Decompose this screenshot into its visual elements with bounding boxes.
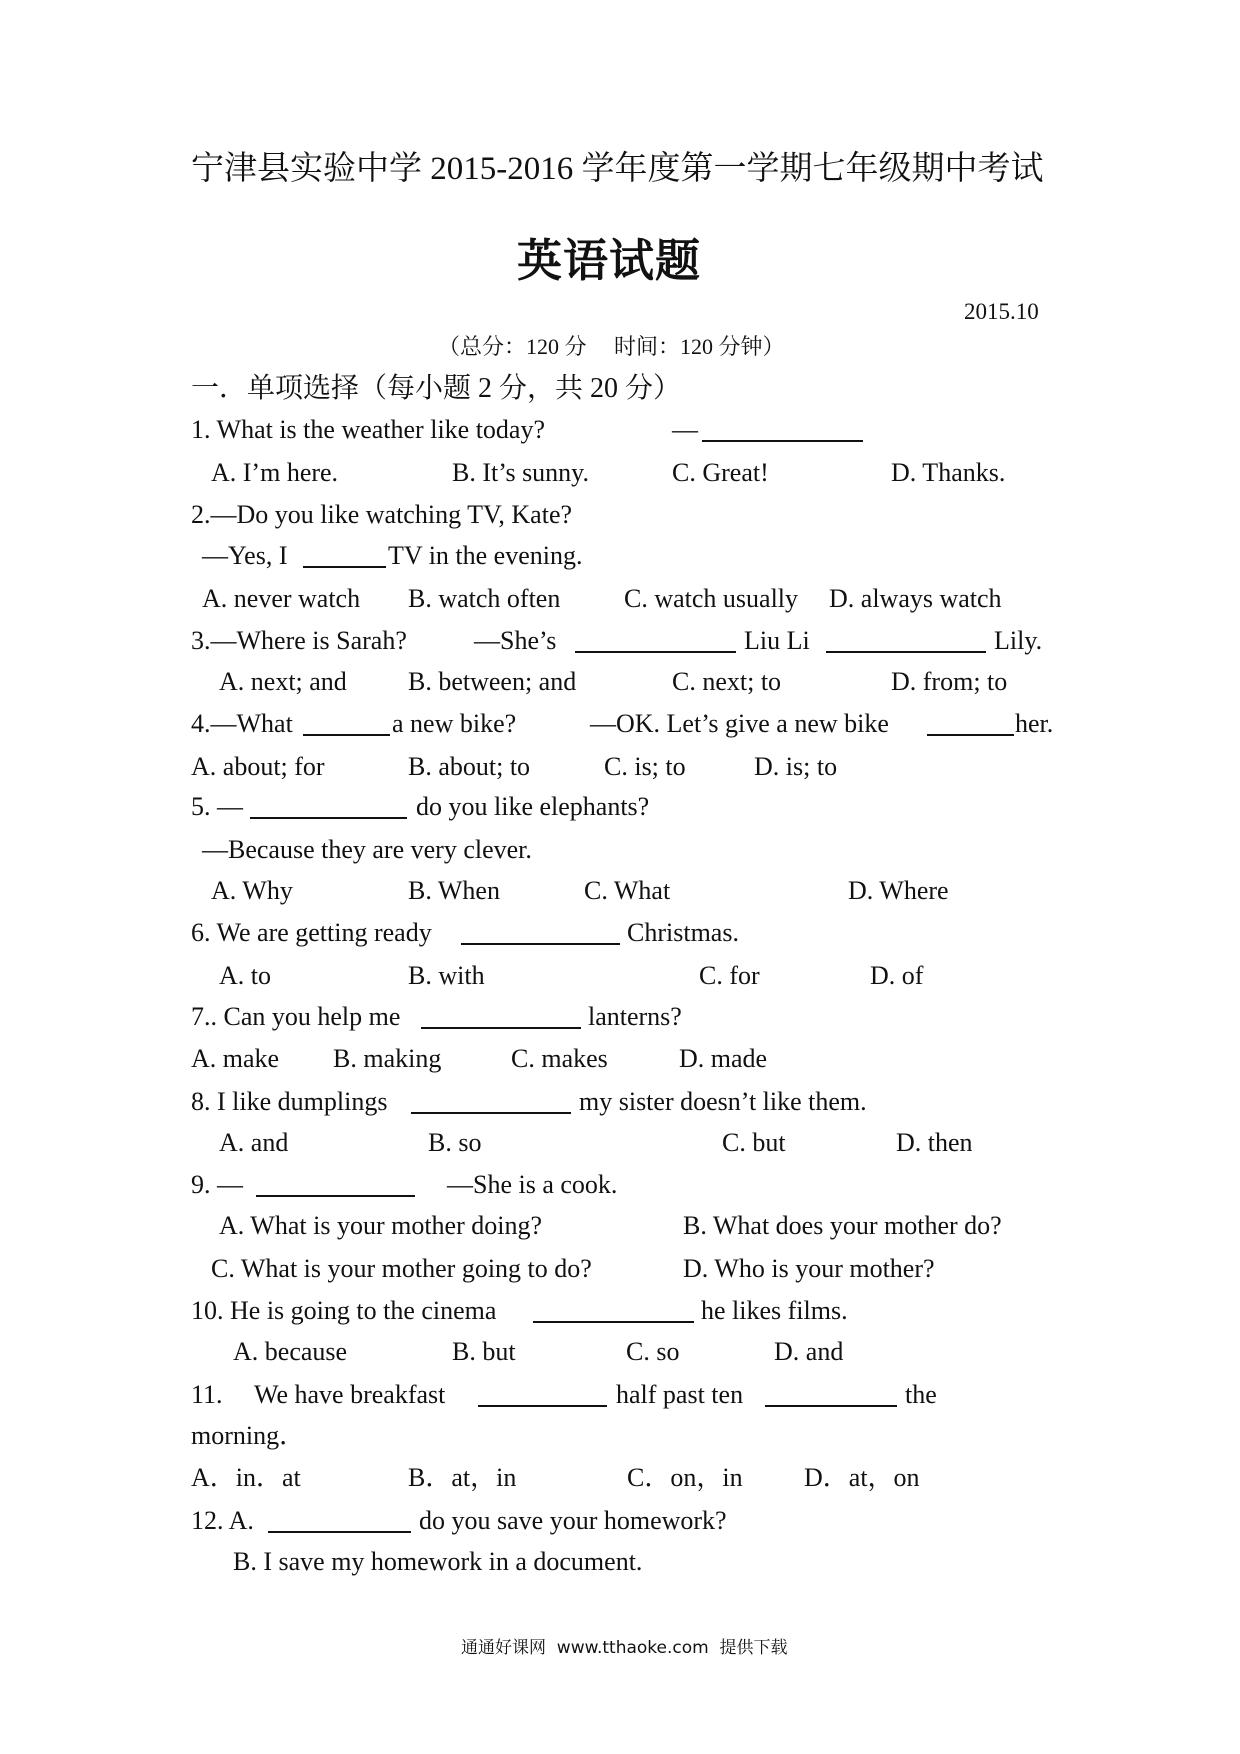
question-3-stem-line [0, 625, 1240, 657]
exam-school-title: 宁津县实验中学 2015-2016 学年度第一学期七年级期中考试 [191, 151, 1044, 187]
answer-blank [256, 1171, 415, 1197]
answer-blank [702, 416, 863, 442]
question-3-option-b: B. between; and [408, 667, 577, 696]
question-5-text-start: 5. — [191, 792, 243, 821]
question-10-text-end: he likes films. [701, 1296, 848, 1325]
question-3-reply-middle: Liu Li [744, 626, 810, 655]
question-8-option-c: C. but [722, 1128, 786, 1157]
question-9-text-start: 9. — [191, 1170, 243, 1199]
answer-blank [765, 1381, 897, 1407]
exam-date: 2015.10 [964, 299, 1039, 324]
answer-blank [303, 542, 386, 568]
question-7-option-a: A. make [191, 1044, 280, 1073]
question-11-text-middle: half past ten [616, 1380, 744, 1409]
question-9-option-a: A. What is your mother doing? [219, 1211, 543, 1240]
question-6-stem-line [0, 917, 1240, 949]
question-4-option-c: C. is; to [604, 752, 686, 781]
answer-blank [411, 1088, 571, 1114]
question-9-options-row-2 [0, 1253, 1240, 1285]
exam-subject-title: 英语试题 [517, 236, 702, 286]
question-5-option-a: A. Why [211, 876, 293, 905]
question-3-option-c: C. next; to [672, 667, 782, 696]
question-4-option-b: B. about; to [408, 752, 531, 781]
question-7-option-b: B. making [333, 1044, 442, 1073]
question-8-option-a: A. and [219, 1128, 289, 1157]
question-3-reply-start: —She’s [474, 626, 557, 655]
question-2-reply-end: TV in the evening. [388, 541, 583, 570]
question-11-stem-line [0, 1379, 1240, 1411]
question-1-stem-line [0, 414, 1240, 446]
question-9-option-c: C. What is your mother going to do? [211, 1254, 592, 1283]
footer-text: 通通好课网 www.tthaoke.com 提供下载 [461, 1638, 788, 1658]
question-4-option-d: D. is; to [754, 752, 838, 781]
question-12-stem-line [0, 1505, 1240, 1537]
question-6-option-d: D. of [870, 961, 924, 990]
question-7-text-start: 7.. Can you help me [191, 1002, 401, 1031]
question-11-continuation-line [0, 1420, 1240, 1452]
question-12-reply: B. I save my homework in a document. [233, 1547, 643, 1576]
question-10-stem-line [0, 1295, 1240, 1327]
question-11-text-end: the [905, 1380, 937, 1409]
question-5-option-c: C. What [584, 876, 671, 905]
question-4-stem-line [0, 708, 1240, 740]
question-5-stem-line [0, 791, 1240, 823]
question-11-option-d: D．at，on [804, 1463, 920, 1492]
answer-blank [478, 1381, 607, 1407]
question-5-options [0, 875, 1240, 907]
question-2-text: 2.—Do you like watching TV, Kate? [191, 500, 573, 529]
question-1-option-d: D. Thanks. [891, 458, 1006, 487]
exam-score-time: （总分：120 分 时间：120 分钟） [438, 334, 785, 359]
question-5-reply: —Because they are very clever. [202, 835, 532, 864]
question-12-reply-line [0, 1546, 1240, 1578]
question-7-option-c: C. makes [511, 1044, 608, 1073]
question-7-option-d: D. made [679, 1044, 768, 1073]
question-11-continuation: morning． [191, 1421, 306, 1450]
question-9-option-d: D. Who is your mother? [683, 1254, 935, 1283]
question-4-text-start: 4.—What [191, 709, 293, 738]
question-1-option-b: B. It’s sunny. [452, 458, 589, 487]
question-2-reply-line [0, 540, 1240, 572]
question-9-option-b: B. What does your mother do? [683, 1211, 1002, 1240]
question-6-option-c: C. for [699, 961, 760, 990]
question-5-option-b: B. When [408, 876, 500, 905]
question-1-options [0, 457, 1240, 489]
question-3-text: 3.—Where is Sarah? [191, 626, 407, 655]
question-2-options [0, 583, 1240, 615]
answer-blank [268, 1507, 411, 1533]
question-10-text-start: 10. He is going to the cinema [191, 1296, 497, 1325]
question-2-option-a: A. never watch [202, 584, 361, 613]
question-11-number: 11. [191, 1380, 223, 1409]
answer-blank [250, 793, 407, 819]
answer-blank [461, 919, 620, 945]
question-4-reply-end: her. [1015, 709, 1054, 738]
question-10-option-d: D. and [774, 1337, 844, 1366]
answer-blank [533, 1297, 694, 1323]
question-4-reply-start: —OK. Let’s give a new bike [590, 709, 889, 738]
question-9-options-row-1 [0, 1210, 1240, 1242]
section-heading: 一．单项选择（每小题 2 分，共 20 分） [191, 373, 682, 404]
question-1-dash: — [672, 415, 698, 444]
question-3-option-a: A. next; and [219, 667, 347, 696]
question-4-option-a: A. about; for [191, 752, 325, 781]
answer-blank [826, 627, 986, 653]
question-8-options [0, 1127, 1240, 1159]
question-6-option-b: B. with [408, 961, 485, 990]
question-9-reply: —She is a cook. [447, 1170, 618, 1199]
question-4-options [0, 751, 1240, 783]
question-10-option-a: A. because [233, 1337, 348, 1366]
question-7-options [0, 1043, 1240, 1075]
question-7-stem-line [0, 1001, 1240, 1033]
question-2-option-c: C. watch usually [624, 584, 799, 613]
question-1-option-a: A. I’m here. [211, 458, 339, 487]
question-8-text-start: 8. I like dumplings [191, 1087, 388, 1116]
question-3-reply-end: Lily. [994, 626, 1043, 655]
answer-blank [927, 710, 1014, 736]
question-9-stem-line [0, 1169, 1240, 1201]
question-3-options [0, 666, 1240, 698]
question-6-text-start: 6. We are getting ready [191, 918, 432, 947]
question-2-option-b: B. watch often [408, 584, 561, 613]
question-5-text-end: do you like elephants? [416, 792, 650, 821]
answer-blank [303, 710, 390, 736]
answer-blank [575, 627, 736, 653]
answer-blank [421, 1003, 581, 1029]
question-5-reply-line [0, 834, 1240, 866]
question-6-options [0, 960, 1240, 992]
question-10-options [0, 1336, 1240, 1368]
question-2-option-d: D. always watch [829, 584, 1002, 613]
question-5-option-d: D. Where [848, 876, 949, 905]
question-11-text-start: We have breakfast [254, 1380, 446, 1409]
question-12-text-start: 12. A. [191, 1506, 254, 1535]
question-1-option-c: C. Great! [672, 458, 769, 487]
question-6-option-a: A. to [219, 961, 271, 990]
question-6-text-end: Christmas. [627, 918, 739, 947]
question-11-option-b: B．at，in [408, 1463, 517, 1492]
question-11-options [0, 1462, 1240, 1494]
question-1-text: 1. What is the weather like today? [191, 415, 546, 444]
question-8-stem-line [0, 1086, 1240, 1118]
question-4-text-end: a new bike? [392, 709, 517, 738]
question-11-option-c: C．on，in [627, 1463, 743, 1492]
question-12-text-end: do you save your homework? [419, 1506, 727, 1535]
question-11-option-a: A．in．at [191, 1463, 301, 1492]
question-2-stem-line [0, 499, 1240, 531]
question-7-text-end: lanterns? [588, 1002, 682, 1031]
question-10-option-c: C. so [626, 1337, 680, 1366]
question-2-reply-start: —Yes, I [202, 541, 288, 570]
question-3-option-d: D. from; to [891, 667, 1008, 696]
question-8-text-end: my sister doesn’t like them. [579, 1087, 867, 1116]
question-8-option-b: B. so [428, 1128, 482, 1157]
question-8-option-d: D. then [896, 1128, 973, 1157]
question-10-option-b: B. but [452, 1337, 516, 1366]
